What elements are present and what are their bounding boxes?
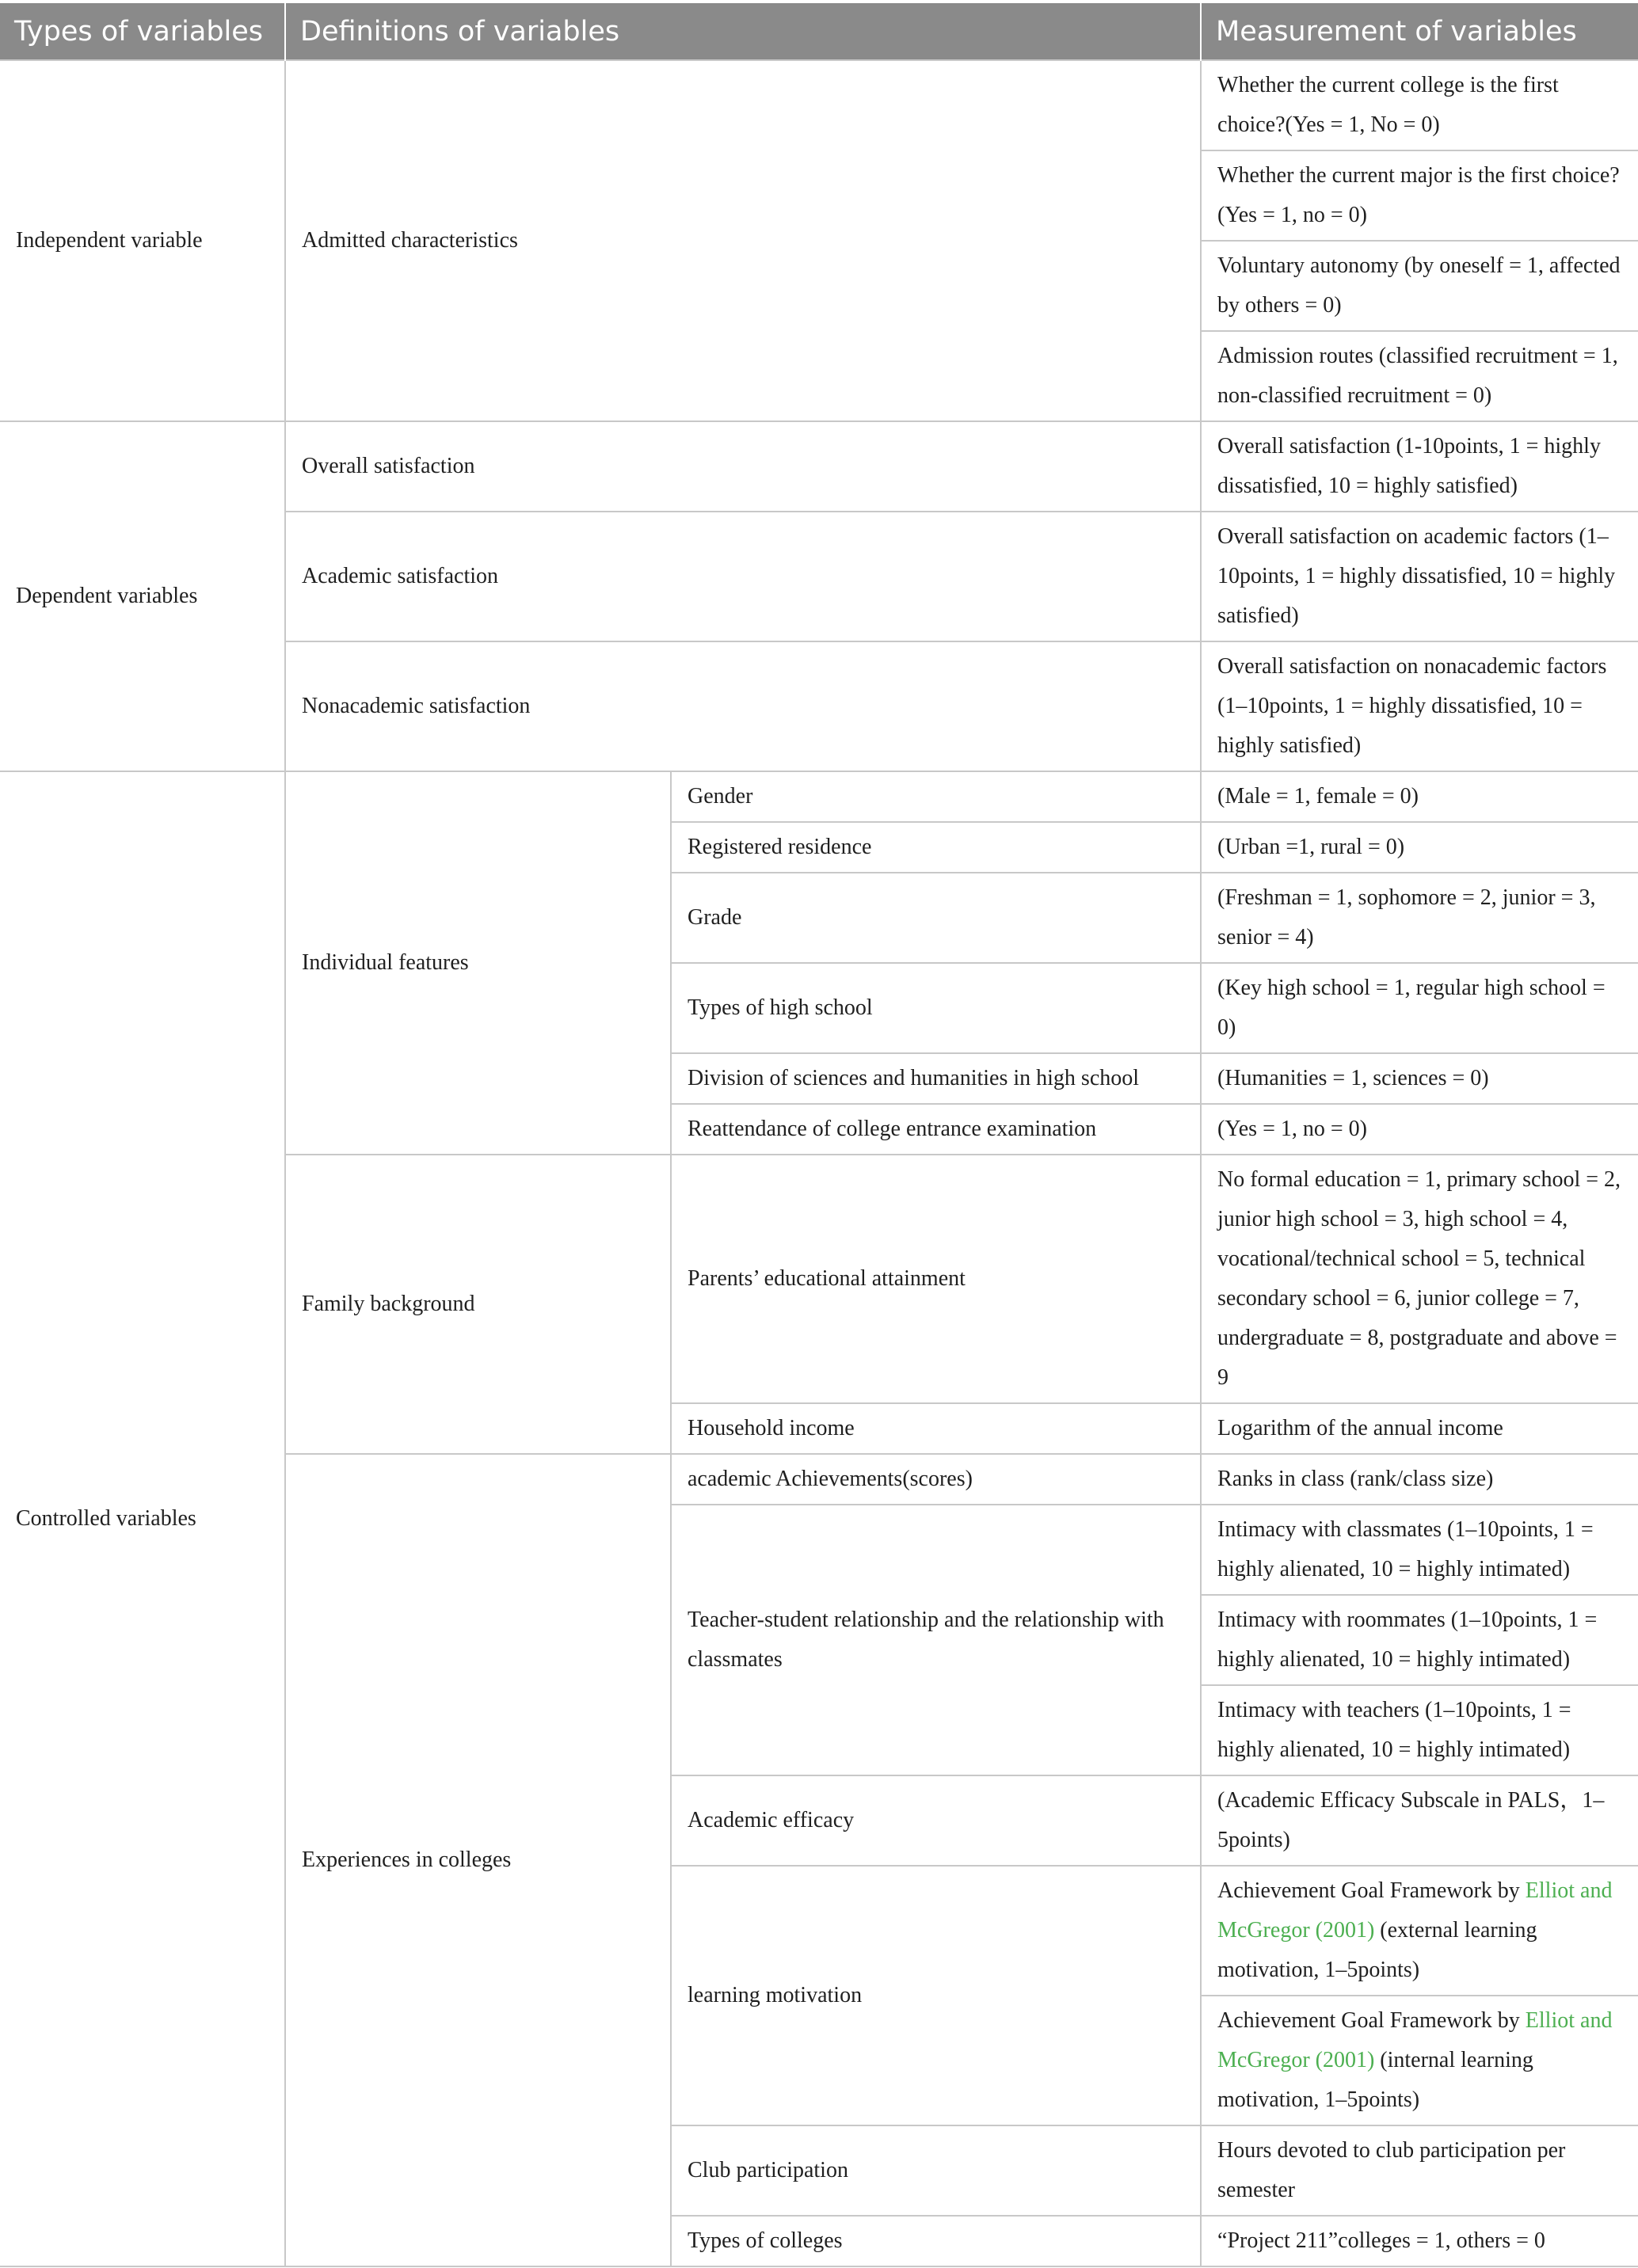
measurement-cell: Overall satisfaction on nonacademic factors (1–10points, 1 = highly dissatisfied, 10 = highly satisfied) (1201, 641, 1638, 771)
header-measurement: Measurement of variables (1201, 3, 1638, 60)
measurement-cell: Whether the current college is the first choice?(Yes = 1, No = 0) (1201, 60, 1638, 150)
measurement-cell: Intimacy with classmates (1–10points, 1 = highly alienated, 10 = highly intimated) (1201, 1505, 1638, 1595)
measurement-cell: Ranks in class (rank/class size) (1201, 1454, 1638, 1505)
measurement-cell: Hours devoted to club participation per semester (1201, 2125, 1638, 2216)
citation-link[interactable]: Elliot and McGregor (2001) (1217, 2008, 1613, 2072)
subdefinition-cell: Teacher-student relationship and the relationship with classmates (671, 1505, 1201, 1775)
measurement-cell: Logarithm of the annual income (1201, 1403, 1638, 1454)
measurement-cell: Overall satisfaction on academic factors (1–10points, 1 = highly dissatisfied, 10 = highly satisfied) (1201, 512, 1638, 641)
measurement-cell: Admission routes (classified recruitment = 1, non-classified recruitment = 0) (1201, 331, 1638, 421)
subdefinition-cell: Grade (671, 873, 1201, 963)
measurement-cell: (Humanities = 1, sciences = 0) (1201, 1053, 1638, 1104)
definition-overall: Overall satisfaction (285, 421, 1201, 512)
variables-table (0, 3, 1638, 2267)
subdefinition-cell: Division of sciences and humanities in high school (671, 1053, 1201, 1104)
measurement-cell: “Project 211”colleges = 1, others = 0 (1201, 2216, 1638, 2266)
measurement-cell: (Urban =1, rural = 0) (1201, 822, 1638, 873)
definition-experiences: Experiences in colleges (285, 1454, 671, 2266)
definition-nonacademic: Nonacademic satisfaction (285, 641, 1201, 771)
subdefinition-cell: Household income (671, 1403, 1201, 1454)
table-row (0, 421, 1638, 512)
subdefinition-cell: Reattendance of college entrance examination (671, 1104, 1201, 1155)
measurement-cell: Intimacy with teachers (1–10points, 1 = highly alienated, 10 = highly intimated) (1201, 1685, 1638, 1775)
measurement-cell: (Yes = 1, no = 0) (1201, 1104, 1638, 1155)
definition-college-types: Types of colleges (671, 2216, 1201, 2266)
table-row (0, 60, 1638, 150)
table-row (0, 771, 1638, 822)
subdefinition-cell: Types of high school (671, 963, 1201, 1053)
measurement-cell: Intimacy with roommates (1–10points, 1 = highly alienated, 10 = highly intimated) (1201, 1595, 1638, 1685)
definition-academic: Academic satisfaction (285, 512, 1201, 641)
definition-family: Family background (285, 1155, 671, 1454)
measurement-cell (1201, 1996, 1638, 2125)
definition-individual: Individual features (285, 771, 671, 1155)
measurement-text: Achievement Goal Framework by (1217, 2008, 1526, 2033)
measurement-cell: (Academic Efficacy Subscale in PALS，1–5points) (1201, 1775, 1638, 1866)
subdefinition-cell: Registered residence (671, 822, 1201, 873)
subdefinition-cell: academic Achievements(scores) (671, 1454, 1201, 1505)
header-types: Types of variables (0, 3, 285, 60)
measurement-cell: No formal education = 1, primary school = 2, junior high school = 3, high school = 4, vocational/technical school = 5, technical secondary school = 6, junior college = 7, undergraduate = 8, postgraduate and above = 9 (1201, 1155, 1638, 1403)
subdefinition-cell: Academic efficacy (671, 1775, 1201, 1866)
measurement-cell: Voluntary autonomy (by oneself = 1, affected by others = 0) (1201, 241, 1638, 331)
header-row (0, 3, 1638, 60)
header-definitions: Definitions of variables (285, 3, 1201, 60)
type-dependent: Dependent variables (0, 421, 285, 771)
subdefinition-cell: Gender (671, 771, 1201, 822)
subdefinition-cell: Parents’ educational attainment (671, 1155, 1201, 1403)
citation-link[interactable]: Elliot and McGregor (2001) (1217, 1878, 1613, 1943)
measurement-text: (external learning motivation, 1–5points) (1217, 1918, 1537, 1982)
type-controlled: Controlled variables (0, 771, 285, 2266)
measurement-cell: Overall satisfaction (1-10points, 1 = highly dissatisfied, 10 = highly satisfied) (1201, 421, 1638, 512)
measurement-text: (internal learning motivation, 1–5points) (1217, 2048, 1533, 2112)
type-independent: Independent variable (0, 60, 285, 421)
measurement-cell: (Key high school = 1, regular high school = 0) (1201, 963, 1638, 1053)
subdefinition-cell: learning motivation (671, 1866, 1201, 2125)
measurement-cell: (Freshman = 1, sophomore = 2, junior = 3, senior = 4) (1201, 873, 1638, 963)
measurement-text: Achievement Goal Framework by (1217, 1878, 1526, 1903)
measurement-cell (1201, 1866, 1638, 1996)
measurement-cell: Whether the current major is the first choice? (Yes = 1, no = 0) (1201, 150, 1638, 241)
measurement-cell: (Male = 1, female = 0) (1201, 771, 1638, 822)
subdefinition-cell: Club participation (671, 2125, 1201, 2216)
definition-admitted: Admitted characteristics (285, 60, 1201, 421)
